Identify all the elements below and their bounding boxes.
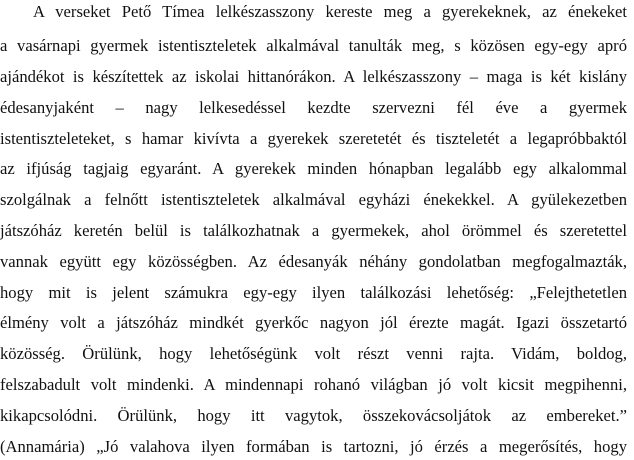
paragraph-line-7: szolgálnak a felnőtt istentiszteletek alkalmával egyházi énekekkel. A gyülekezetben xyxy=(0,190,627,209)
paragraph-line-14: kikapcsolódni. Örülünk, hogy itt vagytok, összekovácsoljátok az embereket.” xyxy=(0,406,627,425)
paragraph-line-3: ajándékot is készítettek az iskolai hittanórákon. A lelkészasszony – maga is két kislány xyxy=(0,67,627,86)
paragraph-line-9: vannak együtt egy közösségben. Az édesanyák néhány gondolatban megfogalmazták, xyxy=(0,252,627,271)
paragraph-line-13: felszabadult volt mindenki. A mindennapi rohanó világban jó volt kicsit megpihenni, xyxy=(0,375,627,394)
paragraph-line-8: játszóház keretén belül is találkozhatnak a gyermekek, ahol örömmel és szeretettel xyxy=(0,221,627,240)
paragraph-line-12: közösség. Örülünk, hogy lehetőségünk volt részt venni rajta. Vidám, boldog, xyxy=(0,344,627,363)
paragraph-line-2: a vasárnapi gyermek istentiszteletek alkalmával tanulták meg, s közösen egy-egy apró xyxy=(0,36,627,55)
paragraph-line-1: A verseket Pető Tímea lelkészasszony kereste meg a gyerekeknek, az énekeket xyxy=(33,2,627,21)
paragraph-line-10: hogy mit is jelent számukra egy-egy ilyen találkozási lehetőség: „Felejthetetlen xyxy=(0,283,627,302)
paragraph-line-6: az ifjúság tagjaig egyaránt. A gyerekek minden hónapban legalább egy alkalommal xyxy=(0,159,627,178)
paragraph-line-5: istentiszteleteket, s hamar kivívta a gyerekek szeretetét és tiszteletét a legapróbbaktól xyxy=(0,129,627,148)
paragraph-line-15: (Annamária) „Jó valahova ilyen formában is tartozni, jó érzés a megerősítés, hogy xyxy=(0,437,627,456)
paragraph-line-4: édesanyjaként – nagy lelkesedéssel kezdte szervezni fél éve a gyermek xyxy=(0,98,627,117)
paragraph-line-11: élmény volt a játszóház mindkét gyerkőc nagyon jól érezte magát. Igazi összetartó xyxy=(0,313,627,332)
